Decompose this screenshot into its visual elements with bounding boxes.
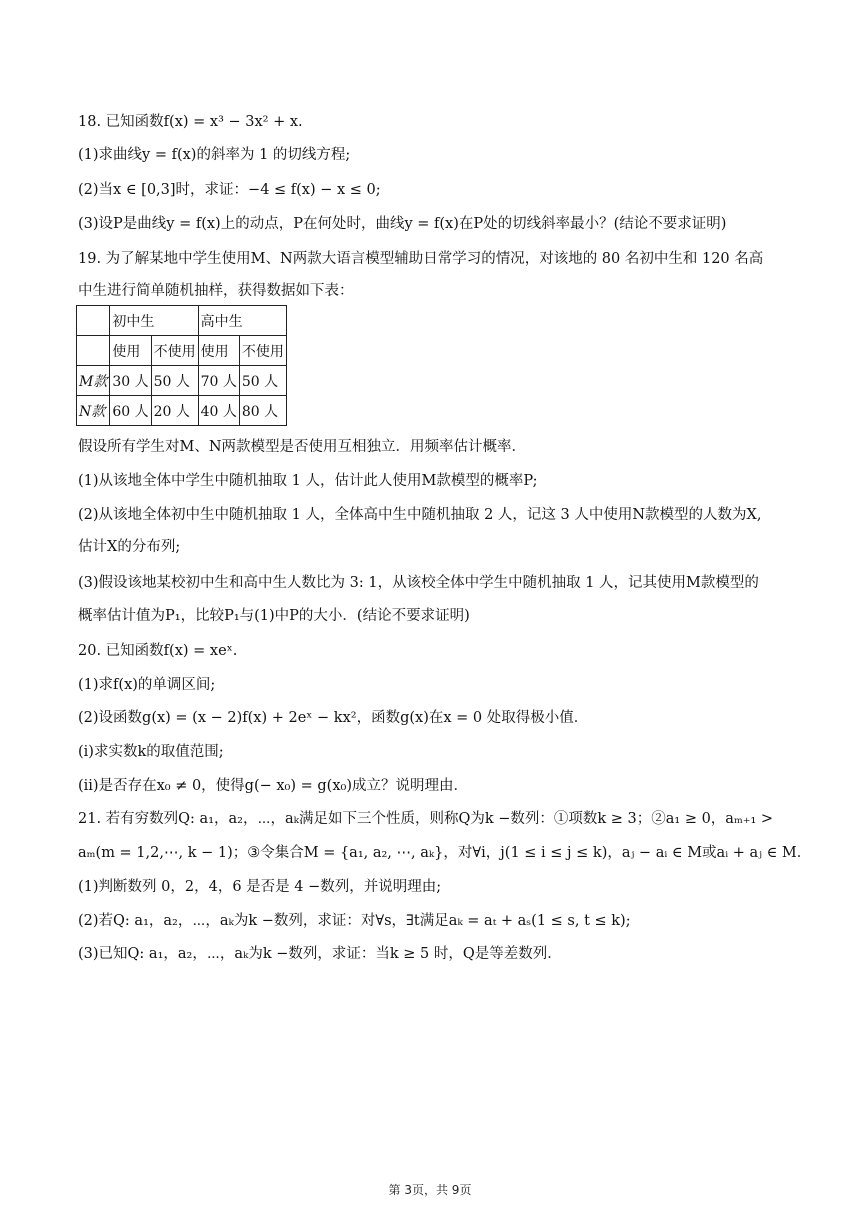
q20-title: 20. 已知函数f(x) = xeˣ.: [78, 643, 238, 659]
table-row: [77, 336, 287, 366]
table-row: [77, 306, 287, 336]
table-cell: 80 人: [239, 396, 286, 426]
table-cell: 40 人: [198, 396, 239, 426]
table-cell: 60 人: [110, 396, 151, 426]
table-cell: 70 人: [198, 366, 239, 396]
q18-part1: (1)求曲线y = f(x)的斜率为 1 的切线方程;: [78, 147, 351, 163]
table-empty-cell: [77, 336, 110, 366]
q19-part2-line1: (2)从该地全体初中生中随机抽取 1 人，全体高中生中随机抽取 2 人，记这 3 人中使用N款模型的人数为X,: [78, 507, 762, 523]
q21-part3: (3)已知Q: a₁，a₂，⋯，aₖ为k −数列，求证：当k ≥ 5 时，Q是等差数列．: [78, 946, 562, 962]
q19-intro-line2: 中生进行简单随机抽样，获得数据如下表：: [78, 283, 354, 299]
table-cell: 20 人: [151, 396, 198, 426]
q20-part2-ii: (ii)是否存在x₀ ≠ 0，使得g(− x₀) = g(x₀)成立？说明理由．: [78, 778, 468, 794]
table-group-header: 初中生: [110, 306, 198, 336]
q19-part1: (1)从该地全体中学生中随机抽取 1 人，估计此人使用M款模型的概率P;: [78, 473, 538, 489]
q19-part2-line2: 估计X的分布列;: [78, 539, 181, 555]
table-corner-cell: [77, 306, 110, 336]
page-footer: 第 3页，共 9页: [388, 1183, 472, 1197]
q20-part2-i: (i)求实数k的取值范围;: [78, 744, 224, 760]
table-row-label: M款: [77, 366, 110, 396]
q19-part3-line1: (3)假设该地某校初中生和高中生人数比为 3: 1，从该校全体中学生中随机抽取 1 人，记其使用M款模型的: [78, 575, 759, 591]
q21-part1: (1)判断数列 0，2，4，6 是否是 4 −数列，并说明理由;: [78, 879, 442, 895]
table-sub-header: 使用: [110, 336, 151, 366]
q20-part2: (2)设函数g(x) = (x − 2)f(x) + 2eˣ − kx²，函数g(x)在x = 0 处取得极小值．: [78, 710, 589, 726]
q18-part3: (3)设P是曲线y = f(x)上的动点，P在何处时，曲线y = f(x)在P处的切线斜率最小？(结论不要求证明): [78, 216, 727, 232]
q20-part1: (1)求f(x)的单调区间;: [78, 677, 216, 693]
survey-table: [76, 305, 287, 426]
table-group-header: 高中生: [198, 306, 286, 336]
q19-intro-line1: 19. 为了解某地中学生使用M、N两款大语言模型辅助日常学习的情况，对该地的 80 名初中生和 120 名高: [78, 251, 764, 267]
table-cell: 50 人: [151, 366, 198, 396]
q18-part2: (2)当x ∈ [0,3]时，求证：−4 ≤ f(x) − x ≤ 0;: [78, 182, 381, 198]
q21-intro-line1: 21. 若有穷数列Q: a₁，a₂，⋯，aₖ满足如下三个性质，则称Q为k −数列：①项数k ≥ 3；②a₁ ≥ 0，aₘ₊₁ >: [78, 811, 774, 827]
q21-intro-line2: aₘ(m = 1,2,⋯, k − 1)；③令集合M = {a₁, a₂, ⋯, aₖ}，对∀i，j(1 ≤ i ≤ j ≤ k)，aⱼ − aᵢ ∈ M或aᵢ + aⱼ ∈ M．: [78, 845, 812, 861]
table-cell: 30 人: [110, 366, 151, 396]
table-cell: 50 人: [239, 366, 286, 396]
q21-part2: (2)若Q: a₁，a₂，⋯，aₖ为k −数列，求证：对∀s，∃t满足aₖ = aₜ + aₛ(1 ≤ s, t ≤ k);: [78, 913, 631, 929]
q19-part3-line2: 概率估计值为P₁，比较P₁与(1)中P的大小．(结论不要求证明): [78, 608, 470, 624]
q18-title: 18. 已知函数f(x) = x³ − 3x² + x.: [78, 114, 303, 130]
table-row-label: N款: [77, 396, 110, 426]
table-sub-header: 不使用: [239, 336, 286, 366]
table-sub-header: 不使用: [151, 336, 198, 366]
table-row: [77, 366, 287, 396]
table-row: [77, 396, 287, 426]
q19-assumption: 假设所有学生对M、N两款模型是否使用互相独立．用频率估计概率．: [78, 439, 527, 455]
table-sub-header: 使用: [198, 336, 239, 366]
